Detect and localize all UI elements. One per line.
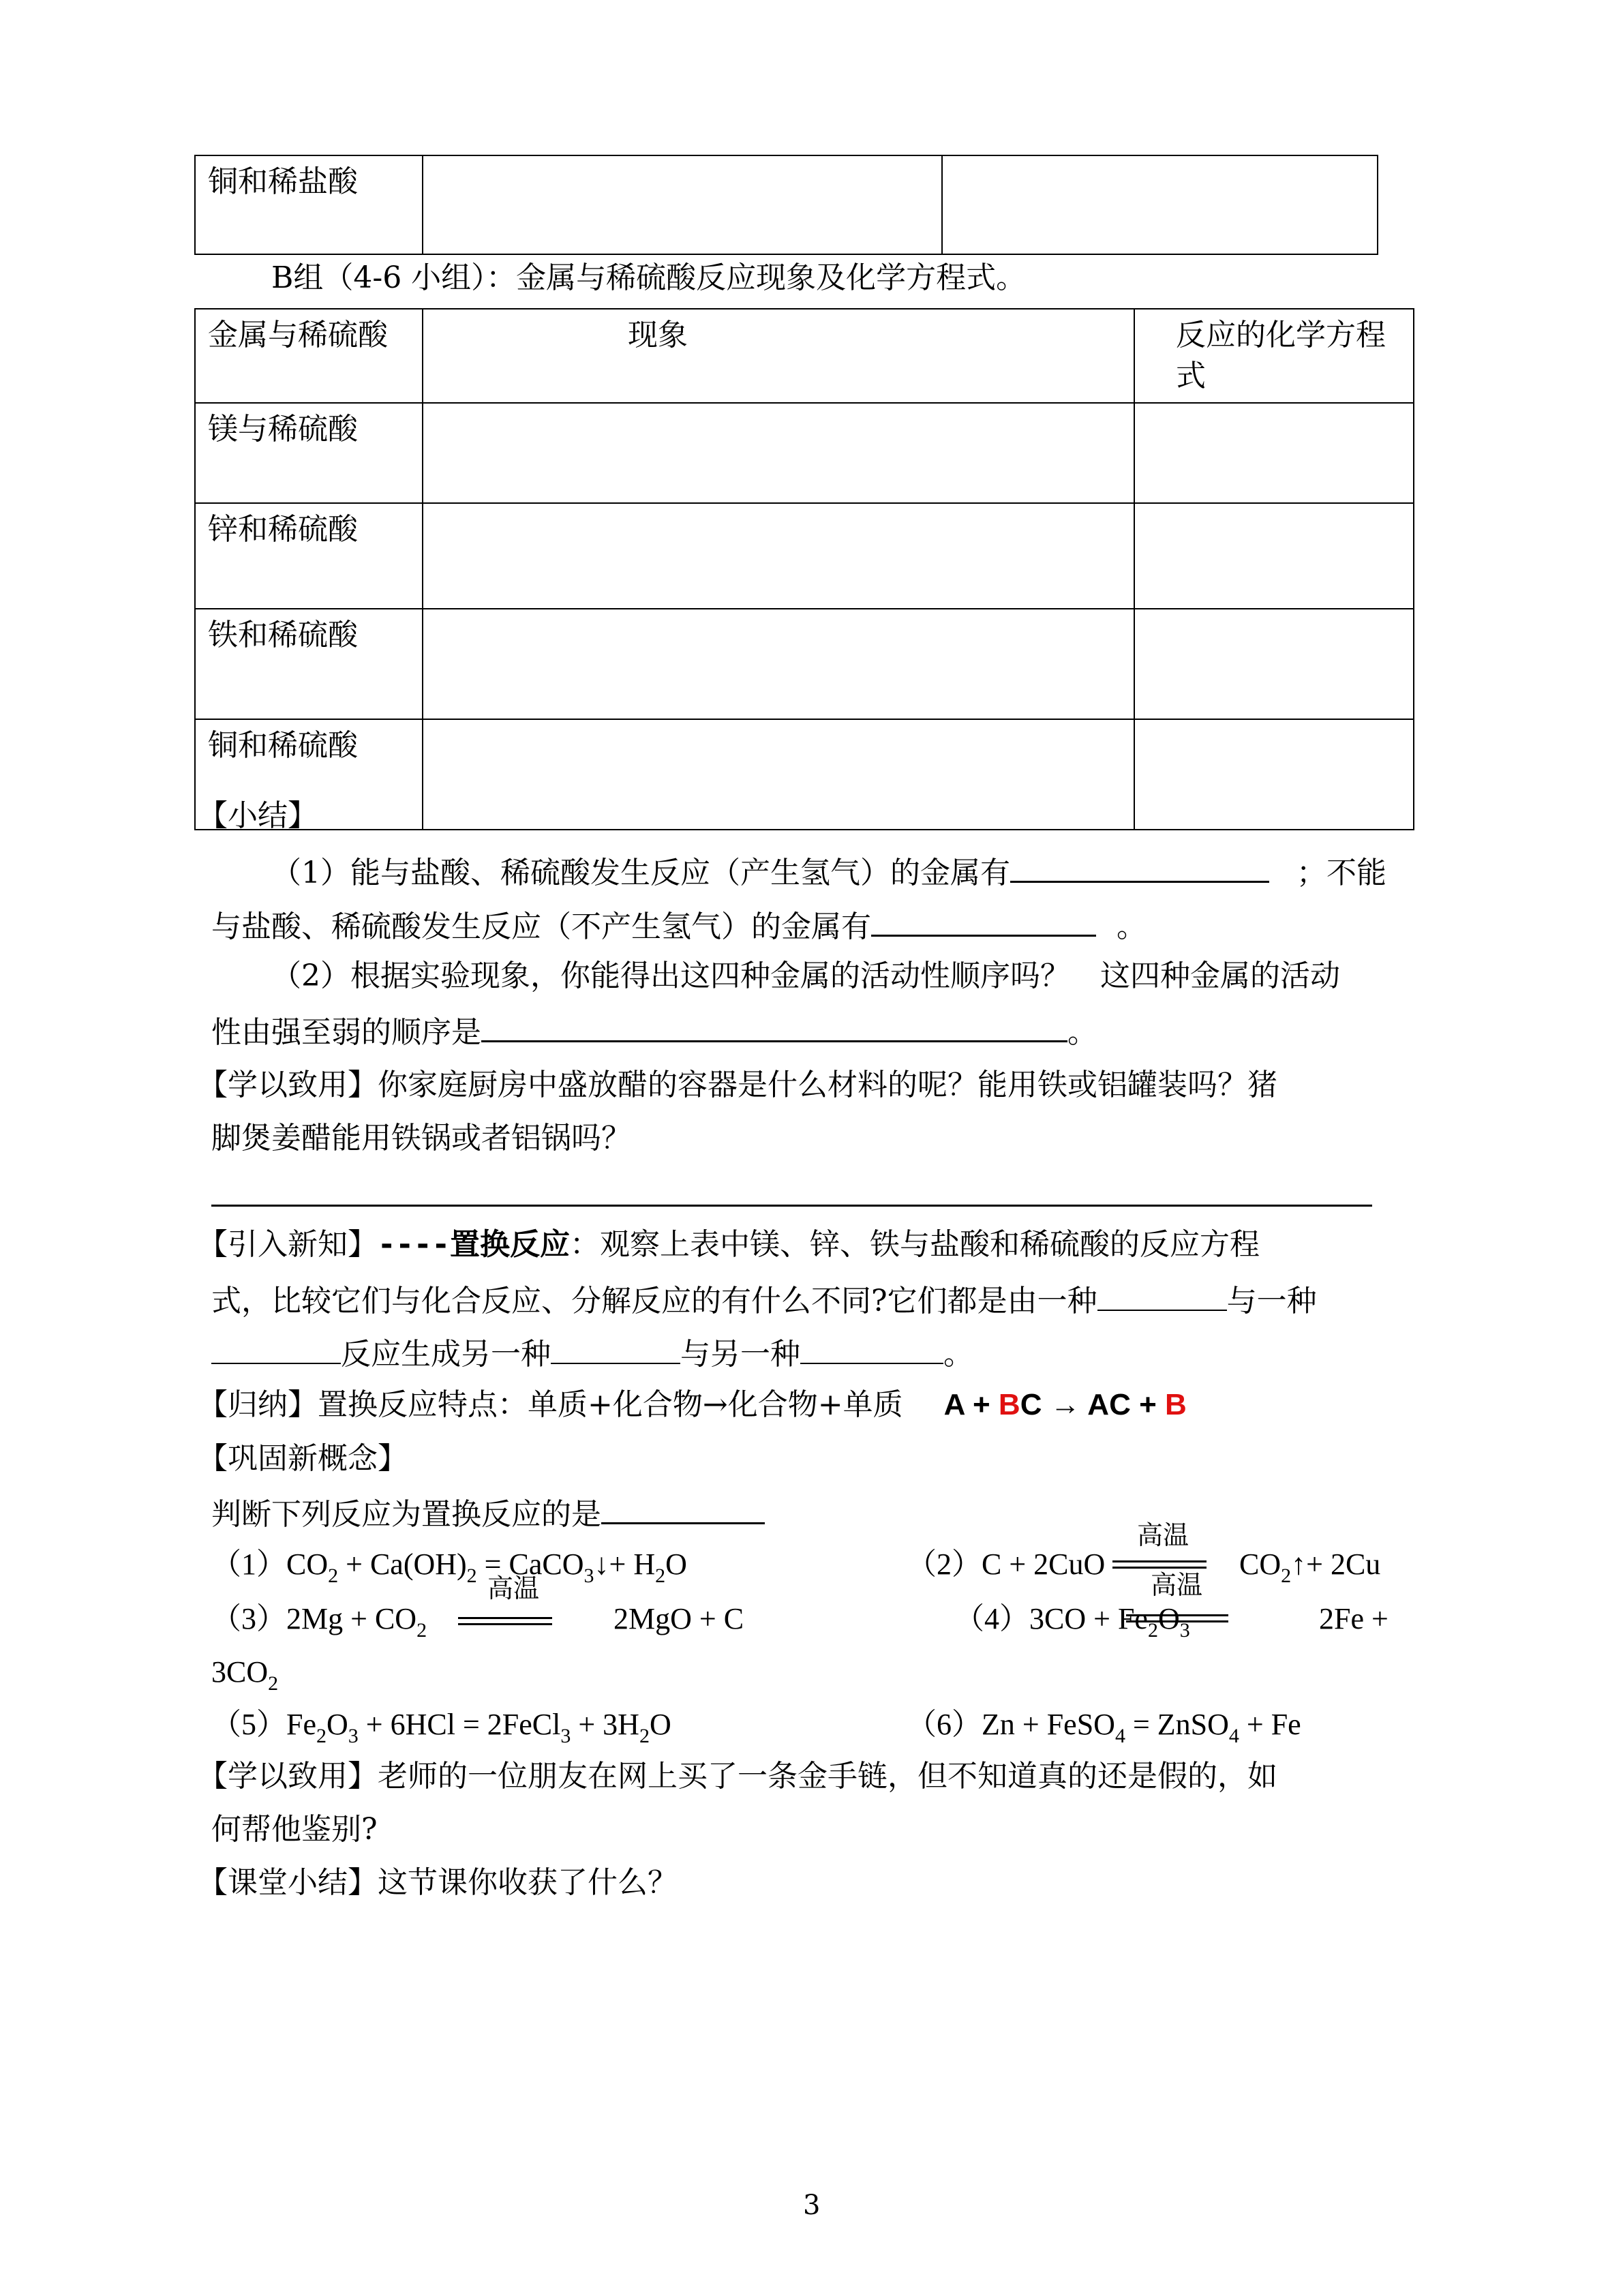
table-b-row-label: 镁与稀硫酸 <box>195 403 423 503</box>
answer-blank[interactable] <box>871 903 1096 937</box>
induce-line <box>198 1385 1187 1425</box>
reaction-3: $(3)2Mg + CO_2$ <box>211 1602 427 1642</box>
table-a-equation-cell <box>942 155 1378 254</box>
intro-rest: ：观察上表中镁、锌、铁与盐酸和稀硫酸的反应方程 <box>569 1227 1260 1262</box>
equal-sign <box>1126 1614 1228 1622</box>
table-b-row <box>195 719 1414 830</box>
table-b-phenomenon-cell <box>423 609 1134 719</box>
summary-q1-line2 <box>211 903 1147 948</box>
intro-line2 <box>211 1278 1317 1322</box>
apply-1-line1: 【学以致用】你家庭厨房中盛放醋的容器是什么材料的呢？能用铁或铝罐装吗？猪 <box>198 1068 1277 1102</box>
table-a-row-label: 铜和稀盐酸 <box>195 155 423 254</box>
table-b-row-label: 锌和稀硫酸 <box>195 503 423 609</box>
intro-term: 置换反应 <box>449 1227 570 1262</box>
intro-line3 <box>211 1331 973 1375</box>
answer-blank[interactable] <box>551 1331 680 1364</box>
reaction-4-products-cont: $3CO_2$ <box>211 1655 279 1695</box>
table-b-equation-cell <box>1134 719 1414 830</box>
table-b-row <box>195 609 1414 719</box>
answer-blank[interactable] <box>1097 1278 1227 1311</box>
question-text: 判断下列反应为置换反应的是 <box>211 1497 601 1532</box>
summary-q1-text: （1）能与盐酸、稀硫酸发生反应（产生氢气）的金属有 <box>271 856 1010 890</box>
summary-q1-line1 <box>271 849 1386 894</box>
reaction-6: （6）Zn + FeSO$_4$ = ZnSO$_4$ + Fe <box>907 1708 1301 1747</box>
table-b-row-label: 铁和稀硫酸 <box>195 609 423 719</box>
answer-blank[interactable] <box>800 1331 943 1364</box>
group-b-heading: B组（4-6 小组）：金属与稀硫酸反应现象及化学方程式。 <box>271 260 1027 295</box>
table-b-phenomenon-cell <box>423 503 1134 609</box>
table-b-row <box>195 403 1414 503</box>
reaction-3-products: 2MgO + C <box>613 1602 744 1635</box>
table-b-row-label: 铜和稀硫酸 <box>195 719 423 830</box>
summary-q1-text-2: ；不能 <box>1296 856 1386 890</box>
condition-high-temp: 高温 <box>487 1573 540 1603</box>
condition-high-temp: 高温 <box>1137 1520 1189 1550</box>
summary-q1-text-3: 与盐酸、稀硫酸发生反应（不产生氢气）的金属有 <box>211 909 871 944</box>
general-formula: A + BC → AC + B <box>943 1388 1187 1421</box>
summary-q2-text-2: 。 <box>1067 1015 1097 1050</box>
apply-2-line2: 何帮他鉴别? <box>211 1812 378 1847</box>
answer-blank[interactable] <box>481 1009 1067 1042</box>
summary-q2-line2 <box>211 1009 1097 1053</box>
page-number: 3 <box>803 2190 821 2221</box>
table-b-equation-cell <box>1134 403 1414 503</box>
table-b-header-equation: 反应的化学方程式 <box>1134 309 1414 403</box>
table-b-header-row <box>195 309 1414 403</box>
consolidate-title: 【巩固新概念】 <box>198 1441 408 1476</box>
consolidate-question <box>211 1491 765 1535</box>
intro-text-3: 反应生成另一种 <box>341 1337 551 1372</box>
table-a-phenomenon-cell <box>423 155 942 254</box>
equal-sign <box>458 1617 552 1625</box>
intro-text-4: 与另一种 <box>680 1337 800 1372</box>
table-b-header-metal: 金属与稀硫酸 <box>195 309 423 403</box>
intro-text-2: 与一种 <box>1226 1284 1317 1318</box>
reaction-4-products: 2Fe + <box>1319 1602 1389 1635</box>
reaction-4: $(4)3CO + Fe_2O_3$ <box>954 1602 1190 1642</box>
table-b-equation-cell <box>1134 503 1414 609</box>
answer-blank[interactable] <box>1010 849 1269 883</box>
table-b-row <box>195 503 1414 609</box>
apply-1-line2: 脚煲姜醋能用铁锅或者铝锅吗？ <box>211 1121 631 1155</box>
summary-q2-line1: （2）根据实验现象，你能得出这四种金属的活动性顺序吗？ 这四种金属的活动 <box>271 958 1340 993</box>
table-b <box>194 308 1414 830</box>
intro-line1 <box>198 1224 1260 1265</box>
answer-line[interactable] <box>211 1205 1372 1207</box>
intro-text-5: 。 <box>943 1337 973 1372</box>
table-b-header-phenomenon: 现象 <box>423 309 1134 403</box>
summary-q2-text: 性由强至弱的顺序是 <box>211 1015 481 1050</box>
induce-text: 【归纳】置换反应特点：单质+化合物→化合物+单质 <box>198 1387 903 1422</box>
intro-prefix: 【引入新知】 <box>198 1227 378 1262</box>
condition-high-temp: 高温 <box>1151 1570 1203 1600</box>
reaction-5: $(5)Fe_2O_3 + 6HCl$ = 2FeCl$_3$ + $3H_2O$ <box>211 1708 671 1747</box>
table-b-equation-cell <box>1134 609 1414 719</box>
class-summary: 【课堂小结】这节课你收获了什么？ <box>198 1865 678 1900</box>
summary-q1-text-4: 。 <box>1117 909 1147 944</box>
equal-sign <box>1112 1560 1207 1569</box>
reaction-1: $(1)CO_2 + Ca(OH)_2$ = CaCO$_3$↓+ $H_2O$ <box>211 1547 687 1587</box>
reaction-2-products: $CO_2↑+ 2Cu$ <box>1239 1547 1381 1587</box>
answer-blank[interactable] <box>601 1491 765 1524</box>
table-b-phenomenon-cell <box>423 403 1134 503</box>
table-b-phenomenon-cell <box>423 719 1134 830</box>
answer-blank[interactable] <box>211 1331 341 1364</box>
intro-text: 式，比较它们与化合反应、分解反应的有什么不同?它们都是由一种 <box>211 1284 1097 1318</box>
table-a-tail <box>194 155 1378 255</box>
reaction-2: （2）C + 2CuO <box>907 1547 1106 1581</box>
intro-dash: ---- <box>378 1227 450 1262</box>
summary-title: 【小结】 <box>198 798 318 833</box>
apply-2-line1: 【学以致用】老师的一位朋友在网上买了一条金手链，但不知道真的还是假的，如 <box>198 1759 1277 1794</box>
